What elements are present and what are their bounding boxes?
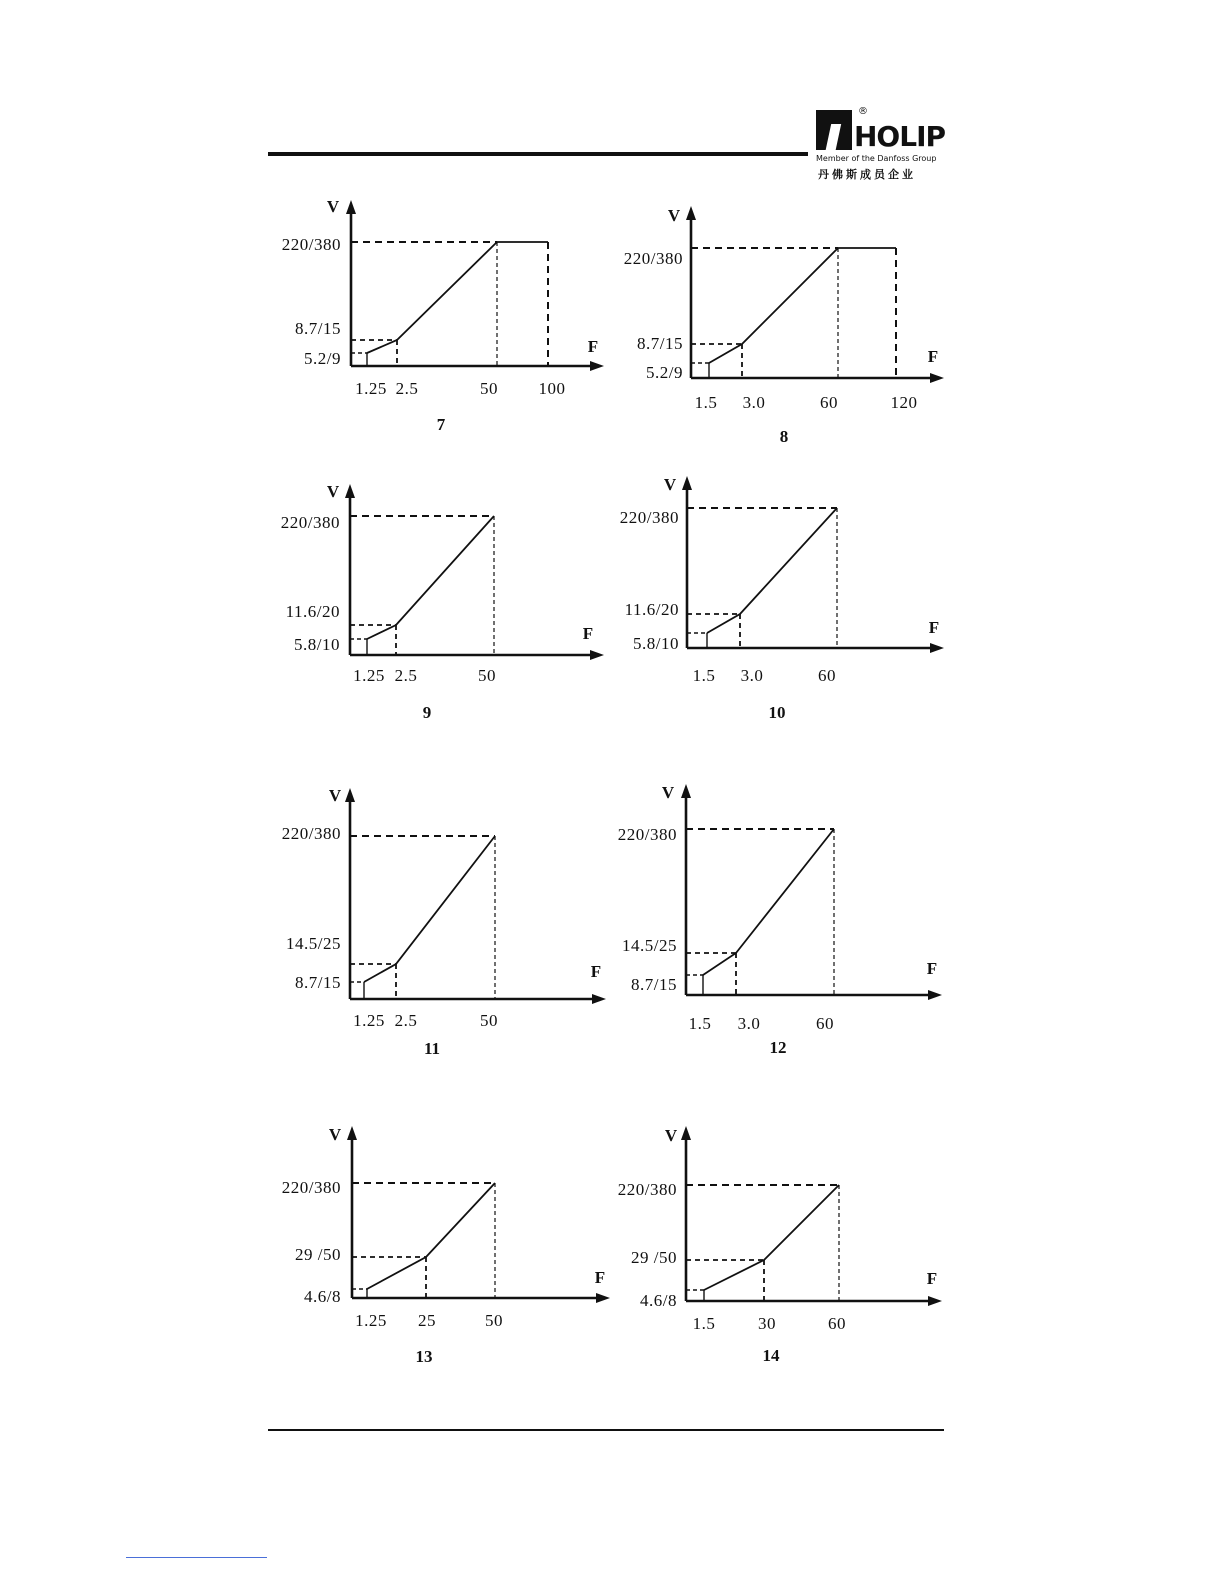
vf-chart-14 bbox=[618, 1126, 942, 1365]
y-tick-label: 8.7/15 bbox=[295, 973, 341, 992]
vf-curve bbox=[367, 242, 548, 353]
x-tick-label: 30 bbox=[758, 1314, 776, 1333]
vf-chart-13 bbox=[282, 1125, 610, 1366]
y-tick-label: 220/380 bbox=[281, 235, 341, 254]
y-axis-label: V bbox=[661, 783, 675, 802]
y-tick-label: 14.5/25 bbox=[286, 934, 341, 953]
vf-curve bbox=[367, 1183, 495, 1289]
chart-title: 8 bbox=[779, 427, 789, 446]
y-tick-label: 14.5/25 bbox=[622, 936, 677, 955]
y-axis-arrow bbox=[347, 1126, 357, 1140]
vf-chart-7 bbox=[282, 197, 604, 434]
vf-chart-11 bbox=[282, 786, 606, 1058]
x-tick-label: 50 bbox=[480, 379, 498, 398]
x-tick-label: 25 bbox=[418, 1311, 436, 1330]
x-tick-label: 50 bbox=[478, 666, 496, 685]
x-tick-label: 1.5 bbox=[694, 393, 718, 412]
chart-title: 9 bbox=[422, 703, 432, 722]
y-tick-label: 5.2/9 bbox=[304, 349, 341, 368]
x-tick-label: 50 bbox=[480, 1011, 498, 1030]
y-tick-label: 8.7/15 bbox=[295, 319, 341, 338]
x-tick-label: 1.5 bbox=[688, 1014, 712, 1033]
x-tick-label: 3.0 bbox=[742, 393, 766, 412]
chart-title: 14 bbox=[762, 1346, 780, 1365]
x-tick-label: 100 bbox=[538, 379, 566, 398]
y-axis-arrow bbox=[686, 206, 696, 220]
vf-chart-9 bbox=[281, 482, 604, 722]
x-axis-label: F bbox=[926, 959, 938, 978]
y-tick-label: 5.2/9 bbox=[646, 363, 683, 382]
y-tick-label: 220/380 bbox=[619, 508, 679, 527]
footer-rule bbox=[268, 1429, 944, 1431]
y-axis-label: V bbox=[667, 206, 681, 225]
y-axis-label: V bbox=[328, 786, 342, 805]
x-tick-label: 60 bbox=[828, 1314, 846, 1333]
vf-curve bbox=[364, 836, 495, 982]
y-tick-label: 220/380 bbox=[281, 1178, 341, 1197]
x-tick-label: 1.5 bbox=[692, 666, 716, 685]
x-axis-label: F bbox=[582, 624, 594, 643]
x-axis-arrow bbox=[930, 643, 944, 653]
chart-title: 13 bbox=[415, 1347, 433, 1366]
y-axis-arrow bbox=[345, 788, 355, 802]
y-axis-label: V bbox=[664, 1126, 678, 1145]
y-axis-label: V bbox=[326, 482, 340, 501]
vf-chart-12 bbox=[618, 783, 942, 1057]
x-axis-label: F bbox=[927, 347, 939, 366]
x-tick-label: 1.25 bbox=[353, 666, 385, 685]
x-tick-label: 3.0 bbox=[740, 666, 764, 685]
x-axis-arrow bbox=[592, 994, 606, 1004]
footer-link-underline bbox=[126, 1557, 267, 1558]
y-axis-label: V bbox=[328, 1125, 342, 1144]
y-axis-arrow bbox=[682, 476, 692, 490]
brand-chinese-tagline: 丹佛斯成员企业 bbox=[818, 168, 916, 181]
y-tick-label: 4.6/8 bbox=[640, 1291, 677, 1310]
y-tick-label: 5.8/10 bbox=[633, 634, 679, 653]
y-axis-arrow bbox=[346, 200, 356, 214]
y-axis-arrow bbox=[681, 1126, 691, 1140]
chart-title: 12 bbox=[769, 1038, 787, 1057]
y-tick-label: 220/380 bbox=[281, 824, 341, 843]
y-tick-label: 11.6/20 bbox=[285, 602, 340, 621]
y-tick-label: 220/380 bbox=[617, 825, 677, 844]
x-axis-label: F bbox=[587, 337, 599, 356]
x-axis-label: F bbox=[928, 618, 940, 637]
chart-title: 11 bbox=[423, 1039, 441, 1058]
x-tick-label: 60 bbox=[816, 1014, 834, 1033]
y-tick-label: 11.6/20 bbox=[624, 600, 679, 619]
x-axis-arrow bbox=[596, 1293, 610, 1303]
registered-mark: ® bbox=[858, 106, 868, 117]
x-tick-label: 1.25 bbox=[353, 1011, 385, 1030]
vf-curve bbox=[367, 516, 494, 639]
x-axis-label: F bbox=[926, 1269, 938, 1288]
x-tick-label: 1.25 bbox=[355, 379, 387, 398]
x-tick-label: 120 bbox=[890, 393, 918, 412]
x-axis-label: F bbox=[590, 962, 602, 981]
y-axis-label: V bbox=[326, 197, 340, 216]
y-tick-label: 29 /50 bbox=[631, 1248, 677, 1267]
x-tick-label: 1.5 bbox=[692, 1314, 716, 1333]
x-tick-label: 3.0 bbox=[737, 1014, 761, 1033]
vf-curve bbox=[704, 1185, 839, 1290]
x-axis-arrow bbox=[930, 373, 944, 383]
y-tick-label: 29 /50 bbox=[295, 1245, 341, 1264]
y-tick-label: 8.7/15 bbox=[631, 975, 677, 994]
y-tick-label: 220/380 bbox=[617, 1180, 677, 1199]
x-axis-label: F bbox=[594, 1268, 606, 1287]
chart-title: 10 bbox=[768, 703, 786, 722]
x-tick-label: 60 bbox=[820, 393, 838, 412]
brand-tagline: Member of the Danfoss Group bbox=[816, 154, 937, 163]
y-tick-label: 220/380 bbox=[280, 513, 340, 532]
y-axis-arrow bbox=[681, 784, 691, 798]
x-tick-label: 50 bbox=[485, 1311, 503, 1330]
y-axis-label: V bbox=[663, 475, 677, 494]
x-axis-arrow bbox=[590, 361, 604, 371]
x-tick-label: 1.25 bbox=[355, 1311, 387, 1330]
vf-chart-10 bbox=[620, 475, 944, 722]
y-tick-label: 4.6/8 bbox=[304, 1287, 341, 1306]
y-tick-label: 8.7/15 bbox=[637, 334, 683, 353]
x-tick-label: 2.5 bbox=[394, 1011, 418, 1030]
y-axis-arrow bbox=[345, 484, 355, 498]
x-tick-label: 2.5 bbox=[394, 666, 418, 685]
y-tick-label: 5.8/10 bbox=[294, 635, 340, 654]
x-axis-arrow bbox=[928, 990, 942, 1000]
vf-chart-8 bbox=[624, 206, 944, 446]
x-axis-arrow bbox=[590, 650, 604, 660]
x-tick-label: 2.5 bbox=[395, 379, 419, 398]
brand-name: HOLIP bbox=[854, 120, 946, 153]
vf-curve bbox=[709, 248, 896, 363]
y-tick-label: 220/380 bbox=[623, 249, 683, 268]
chart-title: 7 bbox=[436, 415, 446, 434]
x-axis-arrow bbox=[928, 1296, 942, 1306]
x-tick-label: 60 bbox=[818, 666, 836, 685]
